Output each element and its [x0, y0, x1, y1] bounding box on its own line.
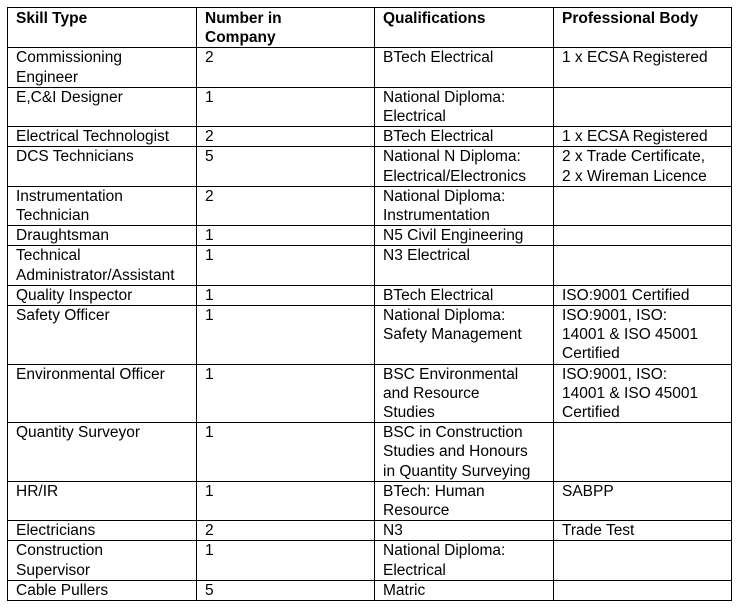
professional-body-cell: 1 x ECSA Registered: [554, 127, 732, 147]
number-cell: 1: [197, 481, 375, 520]
skill-type-cell: Environmental Officer: [8, 364, 197, 423]
table-row: [8, 541, 732, 580]
table-row: [8, 580, 732, 600]
table-body: [8, 48, 732, 601]
qualifications-cell: BTech Electrical: [375, 127, 554, 147]
table-row: [8, 246, 732, 285]
number-cell: 5: [197, 580, 375, 600]
qualifications-cell: BTech Electrical: [375, 48, 554, 87]
professional-body-cell: ISO:9001, ISO: 14001 & ISO 45001 Certified: [554, 306, 732, 365]
table-row: [8, 423, 732, 482]
skill-type-cell: Draughtsman: [8, 226, 197, 246]
number-cell: 1: [197, 246, 375, 285]
number-cell: 1: [197, 364, 375, 423]
qualifications-cell: Matric: [375, 580, 554, 600]
table-row: [8, 186, 732, 225]
table-row: [8, 87, 732, 126]
qualifications-cell: National Diploma: Instrumentation: [375, 186, 554, 225]
skill-type-cell: Quantity Surveyor: [8, 423, 197, 482]
number-cell: 5: [197, 147, 375, 186]
table-row: [8, 285, 732, 305]
professional-body-cell: 1 x ECSA Registered: [554, 48, 732, 87]
professional-body-cell: ISO:9001, ISO: 14001 & ISO 45001 Certified: [554, 364, 732, 423]
qualifications-cell: BSC in Construction Studies and Honours in Quantity Surveying: [375, 423, 554, 482]
table-row: [8, 306, 732, 365]
header-skill-type: Skill Type: [8, 8, 197, 48]
skill-type-cell: DCS Technicians: [8, 147, 197, 186]
qualifications-cell: National Diploma: Electrical: [375, 541, 554, 580]
table-row: [8, 147, 732, 186]
skill-type-cell: Instrumentation Technician: [8, 186, 197, 225]
professional-body-cell: SABPP: [554, 481, 732, 520]
skill-type-cell: Safety Officer: [8, 306, 197, 365]
qualifications-cell: BSC Environmental and Resource Studies: [375, 364, 554, 423]
qualifications-cell: BTech Electrical: [375, 285, 554, 305]
qualifications-cell: N3 Electrical: [375, 246, 554, 285]
number-cell: 2: [197, 48, 375, 87]
qualifications-cell: BTech: Human Resource: [375, 481, 554, 520]
skill-type-cell: Quality Inspector: [8, 285, 197, 305]
skill-type-cell: HR/IR: [8, 481, 197, 520]
qualifications-cell: National Diploma: Electrical: [375, 87, 554, 126]
table-row: [8, 226, 732, 246]
qualifications-cell: National N Diploma: Electrical/Electronics: [375, 147, 554, 186]
table-row: [8, 127, 732, 147]
qualifications-cell: National Diploma: Safety Management: [375, 306, 554, 365]
skill-type-cell: Commissioning Engineer: [8, 48, 197, 87]
table-header-row: [8, 8, 732, 48]
skills-table: [7, 7, 732, 601]
skill-type-cell: Cable Pullers: [8, 580, 197, 600]
professional-body-cell: [554, 580, 732, 600]
number-cell: 1: [197, 306, 375, 365]
professional-body-cell: Trade Test: [554, 521, 732, 541]
professional-body-cell: [554, 541, 732, 580]
header-professional-body: Professional Body: [554, 8, 732, 48]
number-cell: 2: [197, 127, 375, 147]
number-cell: 1: [197, 423, 375, 482]
number-cell: 2: [197, 186, 375, 225]
skill-type-cell: Construction Supervisor: [8, 541, 197, 580]
skill-type-cell: Electricians: [8, 521, 197, 541]
header-qualifications: Qualifications: [375, 8, 554, 48]
table-row: [8, 48, 732, 87]
professional-body-cell: [554, 423, 732, 482]
professional-body-cell: [554, 186, 732, 225]
table-row: [8, 481, 732, 520]
professional-body-cell: [554, 87, 732, 126]
number-cell: 2: [197, 521, 375, 541]
skills-table-container: [7, 7, 732, 601]
qualifications-cell: N3: [375, 521, 554, 541]
skill-type-cell: Technical Administrator/Assistant: [8, 246, 197, 285]
table-row: [8, 521, 732, 541]
header-number-in-company: Number in Company: [197, 8, 375, 48]
professional-body-cell: ISO:9001 Certified: [554, 285, 732, 305]
number-cell: 1: [197, 226, 375, 246]
skill-type-cell: E,C&I Designer: [8, 87, 197, 126]
number-cell: 1: [197, 541, 375, 580]
number-cell: 1: [197, 87, 375, 126]
skill-type-cell: Electrical Technologist: [8, 127, 197, 147]
professional-body-cell: [554, 246, 732, 285]
professional-body-cell: [554, 226, 732, 246]
table-row: [8, 364, 732, 423]
qualifications-cell: N5 Civil Engineering: [375, 226, 554, 246]
professional-body-cell: 2 x Trade Certificate, 2 x Wireman Licence: [554, 147, 732, 186]
number-cell: 1: [197, 285, 375, 305]
